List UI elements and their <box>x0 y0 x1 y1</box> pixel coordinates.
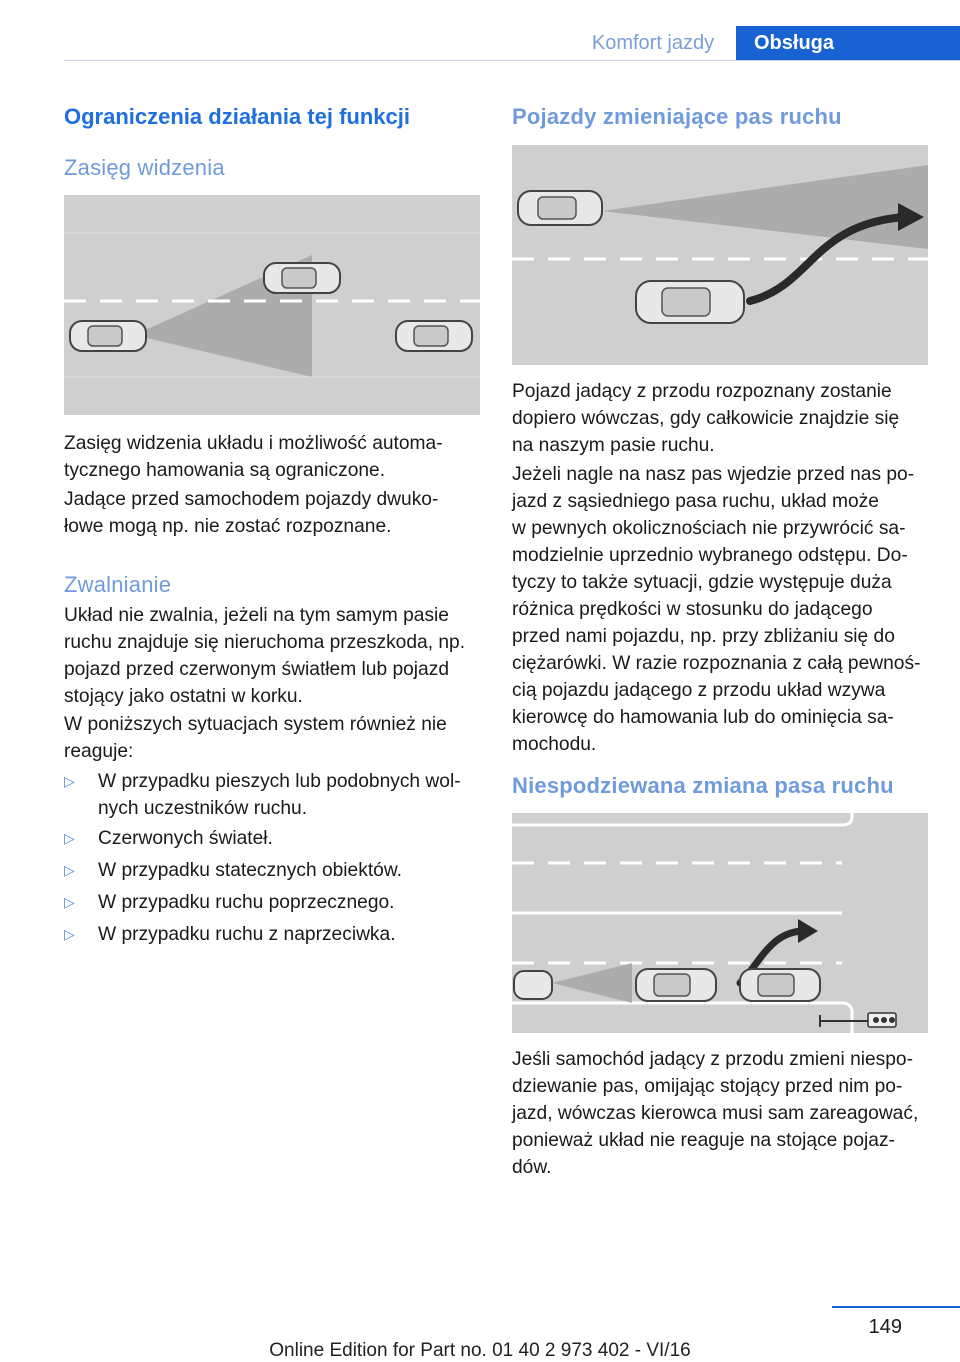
subheading-range: Zasięg widzenia <box>64 155 225 180</box>
section-tab-komfort[interactable]: Komfort jazdy <box>591 32 715 54</box>
paragraph-situations: W poniższych sytuacjach system również nie reaguje: <box>64 714 447 762</box>
bullet-triangle-icon: ▷ <box>64 862 75 878</box>
footer-rule <box>832 1306 960 1308</box>
subheading-unexpected-lane-change: Niespodziewana zmiana pasa ruchu <box>512 773 894 798</box>
bullet-triangle-icon: ▷ <box>64 830 75 846</box>
car-icon <box>396 321 472 351</box>
car-icon <box>514 971 552 999</box>
figure-lane-change <box>512 145 928 365</box>
paragraph-no-slowing: Układ nie zwalnia, jeżeli na tym samym pasie ruchu znajduje się nieruchoma przeszkoda, np. pojazd przed czerwonym światłem lub pojazd stojący jako ostatni w korku. <box>64 605 466 707</box>
figure-unexpected-lane-change <box>512 813 928 1033</box>
bullet-triangle-icon: ▷ <box>64 773 75 789</box>
car-icon <box>70 321 146 351</box>
car-icon <box>636 281 744 323</box>
figure-detection-range <box>64 195 480 415</box>
bullet-triangle-icon: ▷ <box>64 926 75 942</box>
car-icon <box>518 191 602 225</box>
detection-range-illustration <box>64 195 480 415</box>
paragraph-range-limited: Zasięg widzenia układu i możliwość automa- tycznego hamowania są ograniczone. <box>64 433 443 481</box>
paragraph-two-wheelers: Jadące przed samochodem pojazdy dwuko- łowe mogą np. nie zostać rozpoznane. <box>64 489 439 537</box>
footer-edition: Online Edition for Part no. 01 40 2 973 402 - VI/16 <box>269 1340 691 1361</box>
car-icon <box>264 263 340 293</box>
paragraph-recognized: Pojazd jadący z przodu rozpoznany zostanie dopiero wówczas, gdy całkowicie znajdzie się na naszym pasie ruchu. <box>512 381 900 456</box>
header-rule <box>64 60 960 61</box>
lane-change-illustration <box>512 145 928 365</box>
page-number: 149 <box>868 1316 902 1338</box>
subheading-slowing: Zwalnianie <box>64 572 172 597</box>
bullet-triangle-icon: ▷ <box>64 894 75 910</box>
car-icon <box>740 969 820 1001</box>
paragraph-cut-in: Jeżeli nagle na nasz pas wjedzie przed nas po- jazd z sąsiedniego pasa ruchu, układ może w pewnych okolicznościach nie przywrócić sa- modzielnie uprzednio wybranego odstępu. Do- tyczy to także sytuacji, gdzie występuje duża różnica prędkości w stosunku do jadącego przed nami pojazdu, np. przy zbliżaniu się do ciężarówki. W razie rozpoznania z całą pewnoś- cią pojazdu jadącego z przodu układ wzywa kierowcę do hamowania lub do ominięcia sa- mochodu. <box>512 464 921 755</box>
chapter-tab-obsluga[interactable]: Obsługa <box>736 26 960 60</box>
unexpected-lane-change-illustration <box>512 813 928 1033</box>
car-icon <box>636 969 716 1001</box>
section-heading-limits: Ograniczenia działania tej funkcji <box>64 104 410 129</box>
paragraph-driver-react: Jeśli samochód jadący z przodu zmieni niespo- dziewanie pas, omijając stojący przed nim po- jazd, wówczas kierowca musi sam zareagować, ponieważ układ nie reaguje na stojące pojaz- dów. <box>512 1049 919 1178</box>
subheading-lane-changers: Pojazdy zmieniające pas ruchu <box>512 104 842 129</box>
